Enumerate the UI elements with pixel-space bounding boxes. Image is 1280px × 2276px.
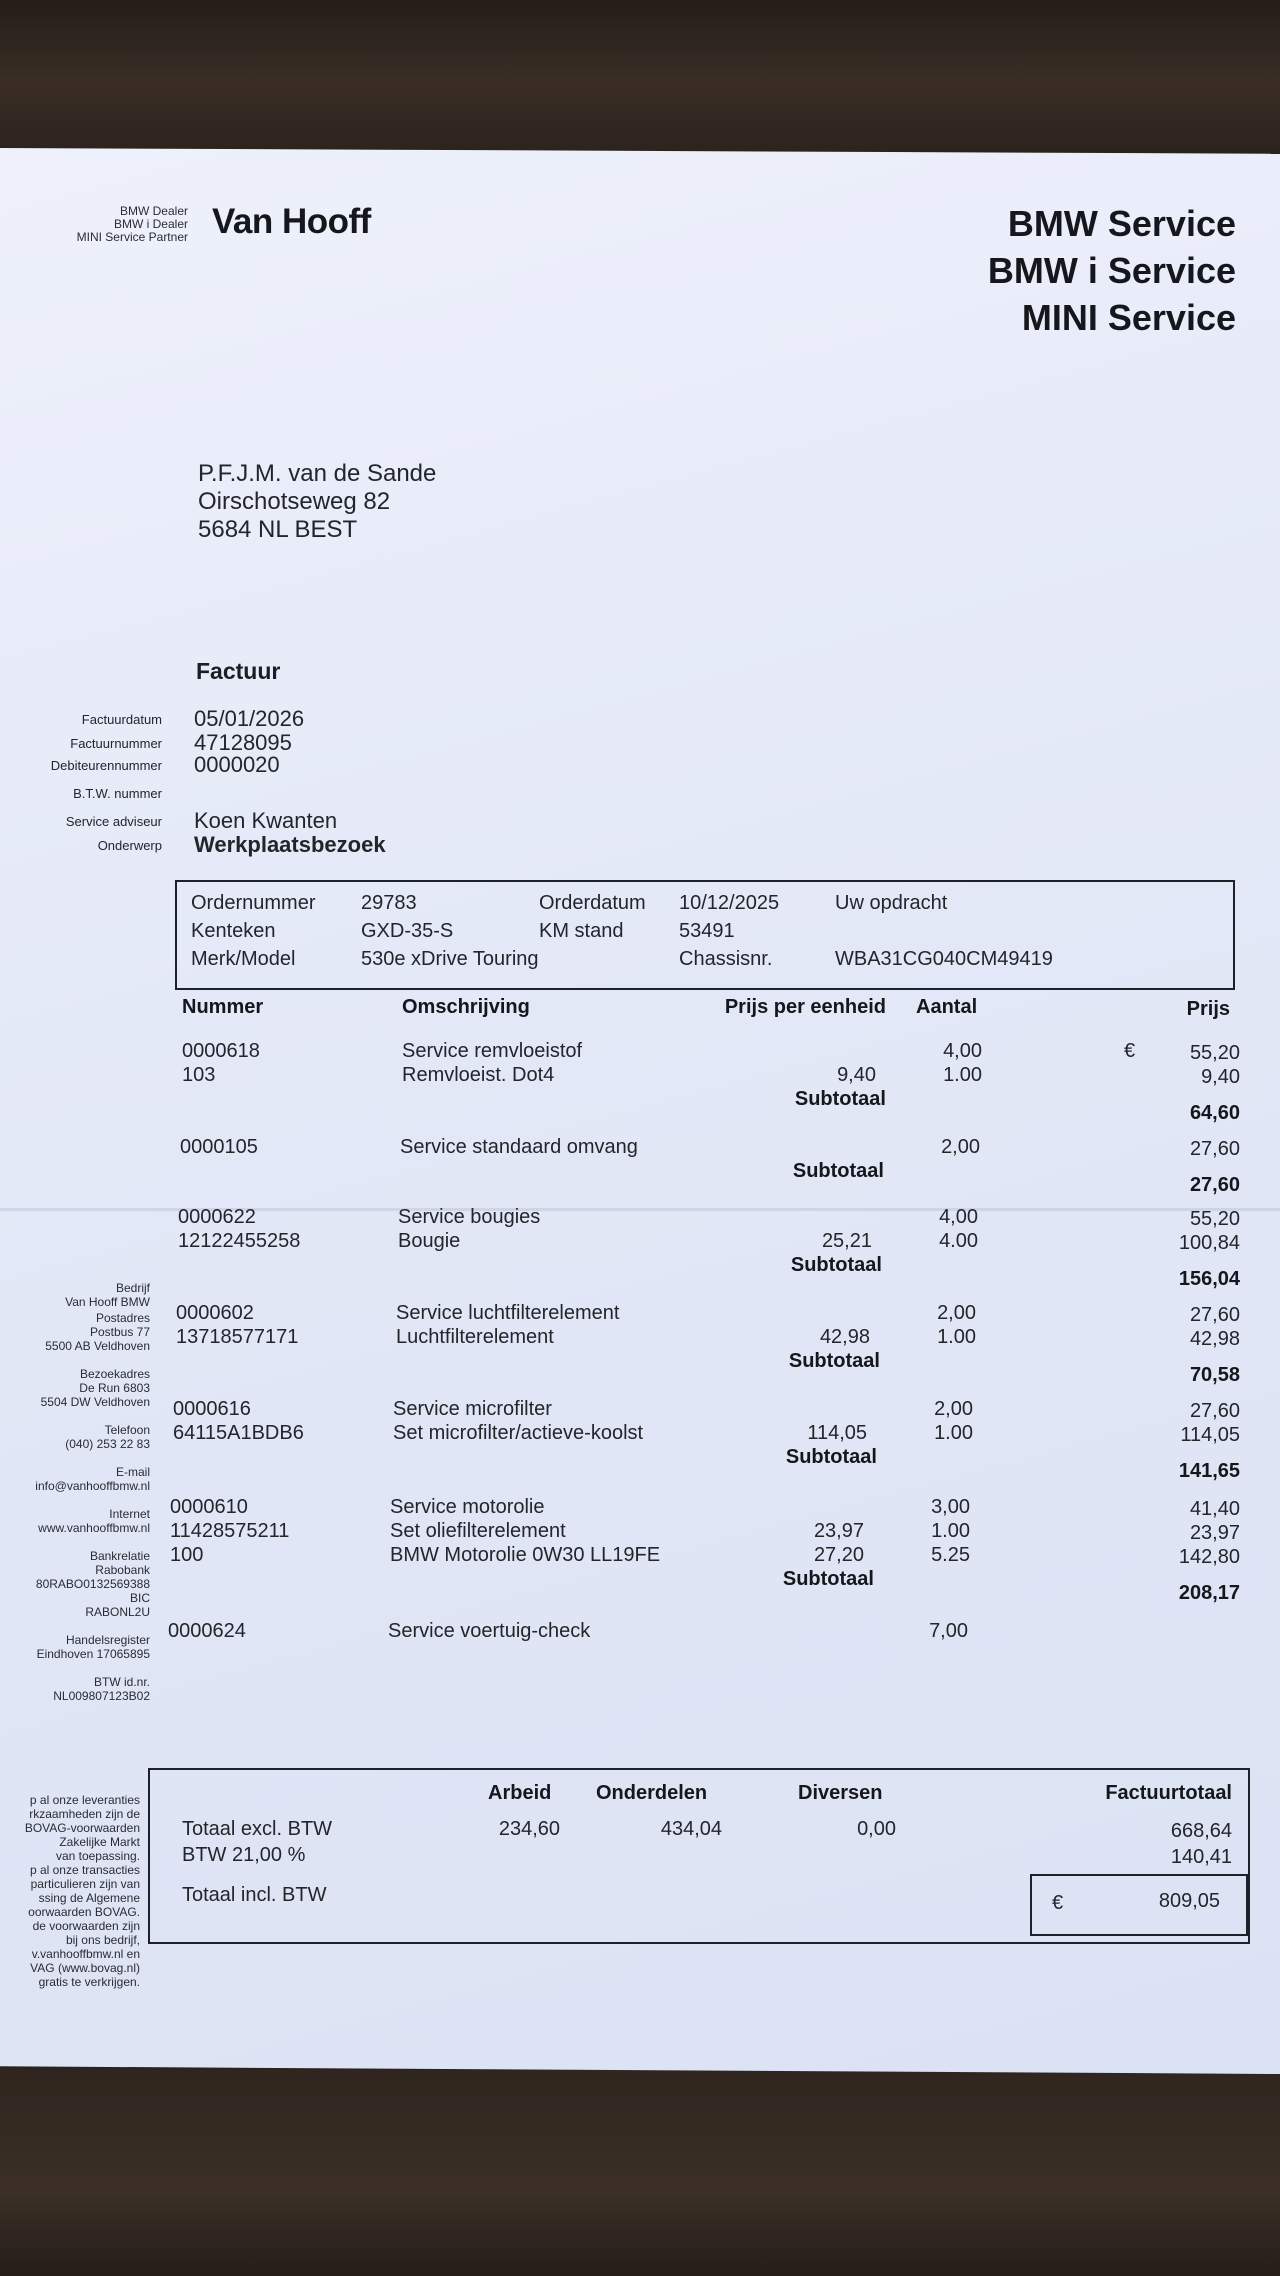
km-value: 53491 (679, 920, 735, 942)
subtotaal-value: 208,17 (1178, 1582, 1240, 1604)
col-header-prijs: Prijs (1186, 998, 1230, 1020)
table-surface-bottom (0, 2070, 1280, 2276)
condition-line: oorwaarden BOVAG. (28, 1905, 140, 1919)
service-brand: BMW i Service (987, 250, 1236, 291)
line-nummer: 12122455258 (178, 1230, 301, 1252)
line-omschrijving: Remvloeist. Dot4 (402, 1064, 555, 1086)
service-brands (840, 200, 1236, 341)
sidebar-line: info@vanhooffbmw.nl (35, 1479, 150, 1493)
sidebar-title: BTW id.nr. (93, 1675, 150, 1689)
onderdelen-value: 434,04 (660, 1818, 722, 1840)
line-omschrijving: Service remvloeistof (402, 1040, 583, 1062)
line-nummer: 0000616 (173, 1398, 251, 1420)
onderdelen-header: Onderdelen (596, 1782, 708, 1804)
recipient-city: 5684 NL BEST (198, 516, 358, 543)
line-nummer: 103 (182, 1064, 216, 1086)
line-prijs-per-eenheid: 23,97 (813, 1520, 864, 1542)
col-header-aantal: Aantal (916, 996, 978, 1018)
line-omschrijving: Set microfilter/actieve-koolst (393, 1422, 644, 1444)
line-prijs-per-eenheid: 9,40 (837, 1064, 876, 1086)
meta-label: Onderwerp (97, 838, 162, 853)
recipient-street: Oirschotseweg 82 (198, 488, 391, 515)
line-omschrijving: BMW Motorolie 0W30 LL19FE (390, 1544, 661, 1566)
line-prijs: 142,80 (1178, 1546, 1240, 1568)
line-aantal: 4.00 (939, 1230, 978, 1252)
condition-line: p al onze leveranties (29, 1793, 140, 1807)
sidebar-title: Handelsregister (65, 1633, 150, 1647)
orderdatum-value: 10/12/2025 (679, 892, 780, 914)
sidebar-title: Bezoekadres (79, 1367, 150, 1381)
excl-value: 668,64 (1170, 1820, 1232, 1842)
meta-value: Werkplaatsbezoek (194, 832, 386, 857)
meta-label: Debiteurennummer (50, 758, 162, 773)
subtotaal-label: Subtotaal (785, 1446, 877, 1468)
subtotaal-label: Subtotaal (788, 1350, 880, 1372)
line-aantal: 1.00 (931, 1520, 970, 1542)
meta-value: 47128095 (194, 730, 292, 755)
sidebar-line: NL009807123B02 (53, 1689, 150, 1703)
chassis-label: Chassisnr. (679, 948, 773, 970)
line-prijs: 114,05 (1180, 1424, 1240, 1446)
line-nummer: 100 (170, 1544, 204, 1566)
service-brand: MINI Service (1021, 297, 1236, 338)
sidebar-line: RABONL2U (85, 1605, 150, 1619)
km-label: KM stand (539, 920, 624, 942)
line-nummer: 64115A1BDB6 (173, 1422, 304, 1444)
line-prijs: 27,60 (1189, 1400, 1240, 1422)
total-incl-box (1030, 1874, 1248, 1936)
ordernummer-value: 29783 (361, 892, 417, 914)
condition-line: gratis te verkrijgen. (38, 1975, 140, 1989)
sidebar-line: Postbus 77 (89, 1325, 150, 1339)
order-info-box (175, 880, 1235, 990)
sidebar-line: Eindhoven 17065895 (36, 1647, 150, 1661)
line-prijs: 9,40 (1201, 1066, 1240, 1088)
sidebar-title: Telefoon (104, 1423, 150, 1437)
line-omschrijving: Service luchtfilterelement (396, 1302, 620, 1324)
meta-value: Koen Kwanten (194, 808, 338, 833)
arbeid-value: 234,60 (498, 1818, 560, 1840)
line-omschrijving: Service standaard omvang (400, 1136, 638, 1158)
service-brand: BMW Service (1007, 203, 1236, 244)
model-value: 530e xDrive Touring (361, 948, 539, 970)
meta-label: Factuurdatum (81, 712, 162, 727)
line-prijs-per-eenheid: 27,20 (813, 1544, 864, 1566)
subtotaal-value: 156,04 (1178, 1268, 1240, 1290)
line-aantal: 3,00 (931, 1496, 970, 1518)
arbeid-header: Arbeid (488, 1782, 552, 1804)
line-nummer: 0000602 (176, 1302, 254, 1324)
line-prijs: 100,84 (1178, 1232, 1240, 1254)
line-nummer: 0000105 (180, 1136, 258, 1158)
sidebar-title: Bankrelatie (89, 1549, 150, 1563)
sidebar-line: 80RABO0132569388 (35, 1577, 150, 1591)
dealer-logo: Van Hooff (212, 202, 371, 241)
document-title: Factuur (196, 658, 281, 684)
condition-line: p al onze transacties (29, 1863, 140, 1877)
sidebar-title: Postadres (95, 1311, 150, 1325)
diversen-value: 0,00 (857, 1818, 896, 1840)
recipient-address (198, 460, 436, 544)
line-prijs: 42,98 (1189, 1328, 1240, 1350)
line-nummer: 0000624 (168, 1620, 246, 1642)
uw-opdracht-label: Uw opdracht (835, 892, 948, 914)
totaal-excl-label: Totaal excl. BTW (182, 1818, 333, 1840)
line-prijs-per-eenheid: 114,05 (807, 1422, 867, 1444)
sidebar-title: E-mail (115, 1465, 150, 1479)
line-omschrijving: Service microfilter (393, 1398, 552, 1420)
condition-line: rkzaamheden zijn de (29, 1807, 140, 1821)
line-aantal: 2,00 (941, 1136, 980, 1158)
line-prijs: 23,97 (1189, 1522, 1240, 1544)
sidebar-line: BIC (129, 1591, 150, 1605)
totaal-incl-label: Totaal incl. BTW (182, 1884, 327, 1906)
col-header-omschrijving: Omschrijving (402, 996, 530, 1018)
line-euro-sign: € (1124, 1040, 1136, 1062)
line-omschrijving: Set oliefilterelement (390, 1520, 566, 1542)
dealer-label: BMW Dealer (119, 204, 188, 218)
condition-line: v.vanhooffbmw.nl en (31, 1947, 140, 1961)
line-aantal: 1.00 (943, 1064, 982, 1086)
line-nummer: 0000622 (178, 1206, 256, 1228)
euro-sign: € (1052, 1892, 1064, 1914)
sidebar-line: Rabobank (95, 1563, 150, 1577)
condition-line: VAG (www.bovag.nl) (30, 1961, 140, 1975)
meta-label: Service adviseur (65, 814, 162, 829)
line-prijs-per-eenheid: 42,98 (819, 1326, 870, 1348)
line-omschrijving: Service motorolie (390, 1496, 545, 1518)
line-aantal: 1.00 (937, 1326, 976, 1348)
meta-value: 05/01/2026 (194, 706, 305, 731)
line-aantal: 4,00 (943, 1040, 982, 1062)
sidebar-line: Van Hooff BMW (65, 1295, 150, 1309)
condition-line: BOVAG-voorwaarden (24, 1821, 140, 1835)
line-aantal: 2,00 (937, 1302, 976, 1324)
condition-line: van toepassing. (55, 1849, 140, 1863)
subtotaal-label: Subtotaal (794, 1088, 886, 1110)
col-header-nummer: Nummer (182, 996, 264, 1018)
condition-line: ssing de Algemene (38, 1891, 140, 1905)
subtotaal-value: 141,65 (1178, 1460, 1240, 1482)
model-label: Merk/Model (191, 948, 296, 970)
subtotaal-value: 27,60 (1189, 1174, 1240, 1196)
sidebar-line: De Run 6803 (79, 1381, 150, 1395)
col-header-prijs-per-eenheid: Prijs per eenheid (724, 996, 886, 1018)
line-prijs: 41,40 (1189, 1498, 1240, 1520)
btw-value: 140,41 (1170, 1846, 1232, 1868)
line-aantal: 7,00 (929, 1620, 968, 1642)
subtotaal-label: Subtotaal (782, 1568, 874, 1590)
sidebar-title: Bedrijf (115, 1281, 150, 1295)
condition-line: de voorwaarden zijn (32, 1919, 140, 1933)
meta-label: B.T.W. nummer (73, 786, 162, 801)
sidebar-line: (040) 253 22 83 (65, 1437, 150, 1451)
kenteken-value: GXD-35-S (361, 920, 454, 942)
factuurtotaal-header: Factuurtotaal (1105, 1782, 1232, 1804)
line-prijs: 27,60 (1189, 1138, 1240, 1160)
line-nummer: 0000618 (182, 1040, 260, 1062)
sidebar-line: 5500 AB Veldhoven (45, 1339, 150, 1353)
subtotaal-value: 70,58 (1189, 1364, 1240, 1386)
line-omschrijving: Service voertuig-check (388, 1620, 591, 1642)
condition-line: Zakelijke Markt (59, 1835, 140, 1849)
line-aantal: 4,00 (939, 1206, 978, 1228)
subtotaal-label: Subtotaal (792, 1160, 884, 1182)
line-omschrijving: Luchtfilterelement (396, 1326, 554, 1348)
orderdatum-label: Orderdatum (539, 892, 646, 914)
diversen-header: Diversen (798, 1782, 883, 1804)
total-incl-value: 809,05 (1158, 1890, 1220, 1912)
dealer-label: MINI Service Partner (76, 230, 188, 244)
line-nummer: 13718577171 (176, 1326, 299, 1348)
line-aantal: 1.00 (934, 1422, 973, 1444)
dealer-side-labels (40, 205, 188, 244)
sidebar-line: www.vanhooffbmw.nl (38, 1521, 150, 1535)
kenteken-label: Kenteken (191, 920, 276, 942)
meta-value: 0000020 (194, 752, 280, 777)
line-prijs: 27,60 (1189, 1304, 1240, 1326)
sidebar-line: 5504 DW Veldhoven (40, 1395, 150, 1409)
chassis-value: WBA31CG040CM49419 (835, 948, 1053, 970)
condition-line: particulieren zijn van (30, 1877, 140, 1891)
line-omschrijving: Service bougies (398, 1206, 541, 1228)
line-prijs-per-eenheid: 25,21 (821, 1230, 872, 1252)
line-prijs: 55,20 (1189, 1042, 1240, 1064)
meta-label: Factuurnummer (70, 736, 162, 751)
line-aantal: 5.25 (931, 1544, 970, 1566)
subtotaal-label: Subtotaal (790, 1254, 882, 1276)
btw-label: BTW 21,00 % (182, 1844, 306, 1866)
line-aantal: 2,00 (934, 1398, 973, 1420)
line-prijs: 55,20 (1189, 1208, 1240, 1230)
subtotaal-value: 64,60 (1189, 1102, 1240, 1124)
line-nummer: 11428575211 (170, 1520, 290, 1542)
line-omschrijving: Bougie (398, 1230, 461, 1252)
dealer-label: BMW i Dealer (113, 217, 188, 231)
condition-line: bij ons bedrijf, (65, 1933, 140, 1947)
recipient-name: P.F.J.M. van de Sande (198, 460, 437, 487)
ordernummer-label: Ordernummer (191, 892, 316, 914)
table-surface-top (0, 0, 1280, 150)
line-nummer: 0000610 (170, 1496, 248, 1518)
sidebar-title: Internet (109, 1507, 150, 1521)
